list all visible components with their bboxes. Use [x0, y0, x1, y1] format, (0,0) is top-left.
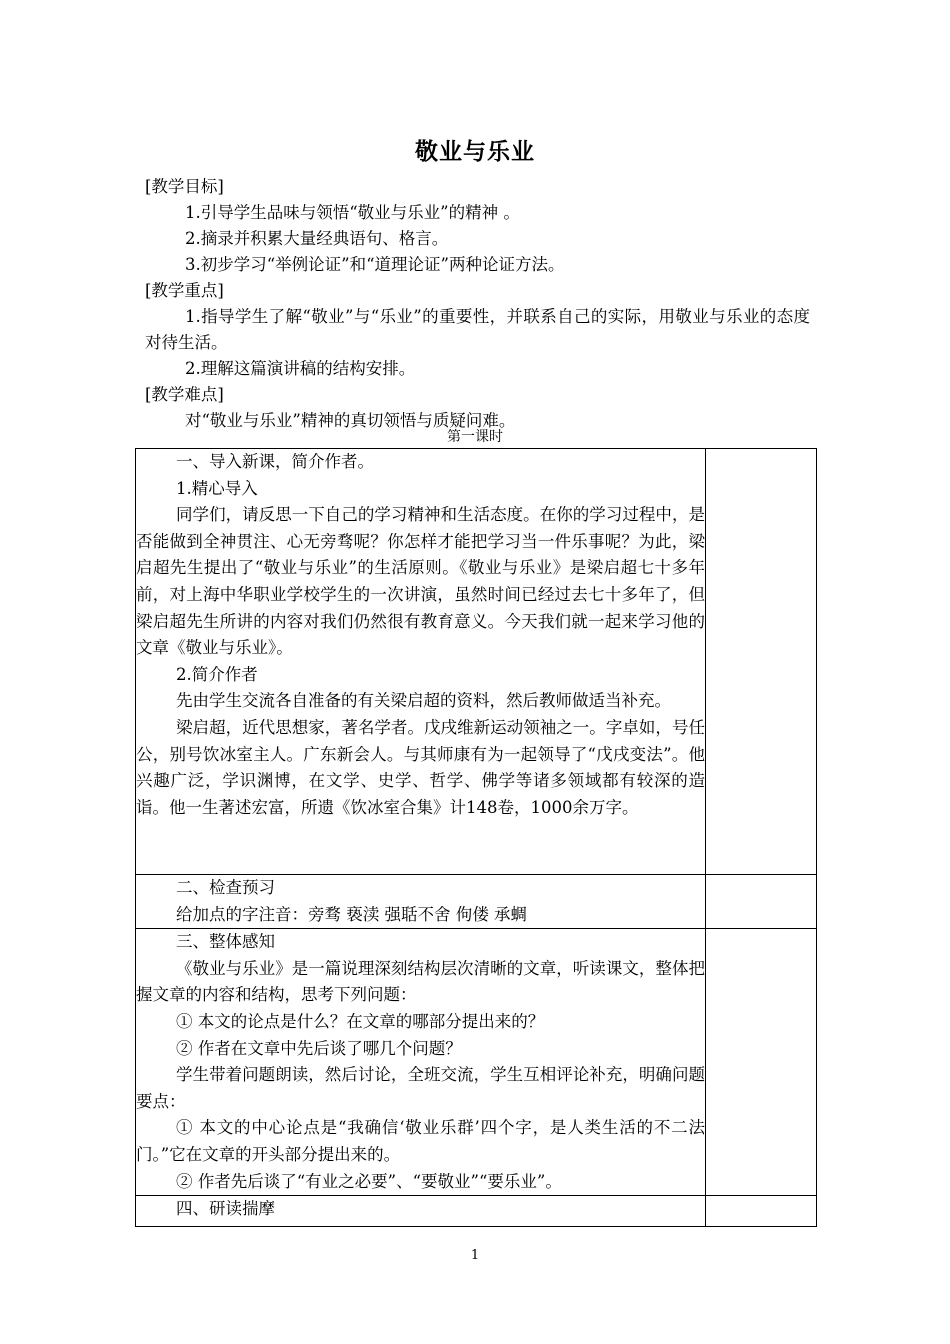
keypoints-heading: [教学重点] [145, 281, 224, 300]
document-title: 敬业与乐业 [415, 138, 535, 165]
keypoint-item: 2.理解这篇演讲稿的结构安排。 [185, 359, 416, 378]
table-row [136, 875, 817, 929]
notes-cell [706, 929, 817, 1196]
notes-cell [706, 449, 817, 875]
section-cell [136, 875, 706, 929]
section-paragraph: 2.简介作者 [176, 664, 258, 684]
difficulty-text: 对“敬业与乐业”精神的真切领悟与质疑问难。 [185, 411, 516, 430]
section-paragraph: 学生带着问题朗读，然后讨论，全班交流，学生互相评论补充，明确问题要点： [136, 1065, 705, 1111]
section-cell [136, 929, 706, 1196]
page-number: 1 [470, 1248, 480, 1263]
objective-item: 2.摘录并积累大量经典语句、格言。 [185, 229, 449, 248]
section-paragraph: 先由学生交流各自准备的有关梁启超的资料，然后教师做适当补充。 [176, 691, 671, 711]
objective-item: 3.初步学习“举例论证”和“道理论证”两种论证方法。 [185, 255, 565, 274]
table-row [136, 449, 817, 875]
section-paragraph: ① 本文的中心论点是“我确信‘敬业乐群’四个字，是人类生活的不二法门。”它在文章的开头部分提出来的。 [136, 1118, 705, 1164]
objectives-heading: [教学目标] [145, 177, 224, 196]
section-paragraph: 1.精心导入 [176, 478, 258, 498]
notes-cell [706, 1196, 817, 1227]
section-paragraph: ① 本文的论点是什么？在文章的哪部分提出来的？ [176, 1011, 545, 1031]
notes-cell [706, 875, 817, 929]
section-cell [136, 449, 706, 875]
section-heading: 四、研读揣摩 [176, 1199, 275, 1219]
objective-item: 1.引导学生品味与领悟“敬业与乐业”的精神 。 [185, 203, 520, 222]
section-paragraph: 梁启超，近代思想家，著名学者。戊戌维新运动领袖之一。字卓如，号任公，别号饮冰室主人。广东新会人。与其师康有为一起领导了“戊戌变法”。他兴趣广泛，学识渊博，在文学、史学、哲学、佛学等诸多领域都有较深的造诣。他一生著述宏富，所遗《饮冰室合集》计148卷，1000余万字。 [136, 717, 705, 817]
section-cell [136, 1196, 706, 1227]
table-row [136, 1196, 817, 1227]
section-paragraph: 《敬业与乐业》是一篇说理深刻结构层次清晰的文章，听读课文，整体把握文章的内容和结构，思考下列问题： [136, 958, 705, 1005]
lesson-title: 第一课时 [447, 429, 503, 445]
section-paragraph: 同学们，请反思一下自己的学习精神和生活态度。在你的学习过程中，是否能做到全神贯注、心无旁骛呢？你怎样才能把学习当一件乐事呢？为此，梁启超先生提出了“敬业与乐业”的生活原则。《敬业与乐业》是梁启超七十多年前，对上海中华职业学校学生的一次讲演，虽然时间已经过去七十多年了，但梁启超先生所讲的内容对我们仍然很有教育意义。今天我们就一起来学习他的文章《敬业与乐业》。 [136, 505, 705, 658]
table-row [136, 929, 817, 1196]
section-paragraph: ② 作者在文章中先后谈了哪几个问题？ [176, 1038, 462, 1058]
section-paragraph: 给加点的字注音：旁骛 亵渎 强聒不舍 佝偻 承蜩 [176, 904, 527, 924]
section-paragraph: ② 作者先后谈了“有业之必要”、“要敬业”“要乐业”。 [176, 1171, 562, 1191]
section-heading: 一、导入新课，简介作者。 [176, 452, 374, 471]
intro-block [145, 174, 810, 434]
keypoint-item: 1.指导学生了解“敬业”与“乐业”的重要性，并联系自己的实际，用敬业与乐业的态度对待生活。 [145, 307, 810, 352]
section-heading: 三、整体感知 [176, 932, 275, 952]
lesson-plan-table [135, 448, 817, 1227]
section-heading: 二、检查预习 [176, 878, 275, 897]
difficulty-heading: [教学难点] [145, 385, 224, 404]
